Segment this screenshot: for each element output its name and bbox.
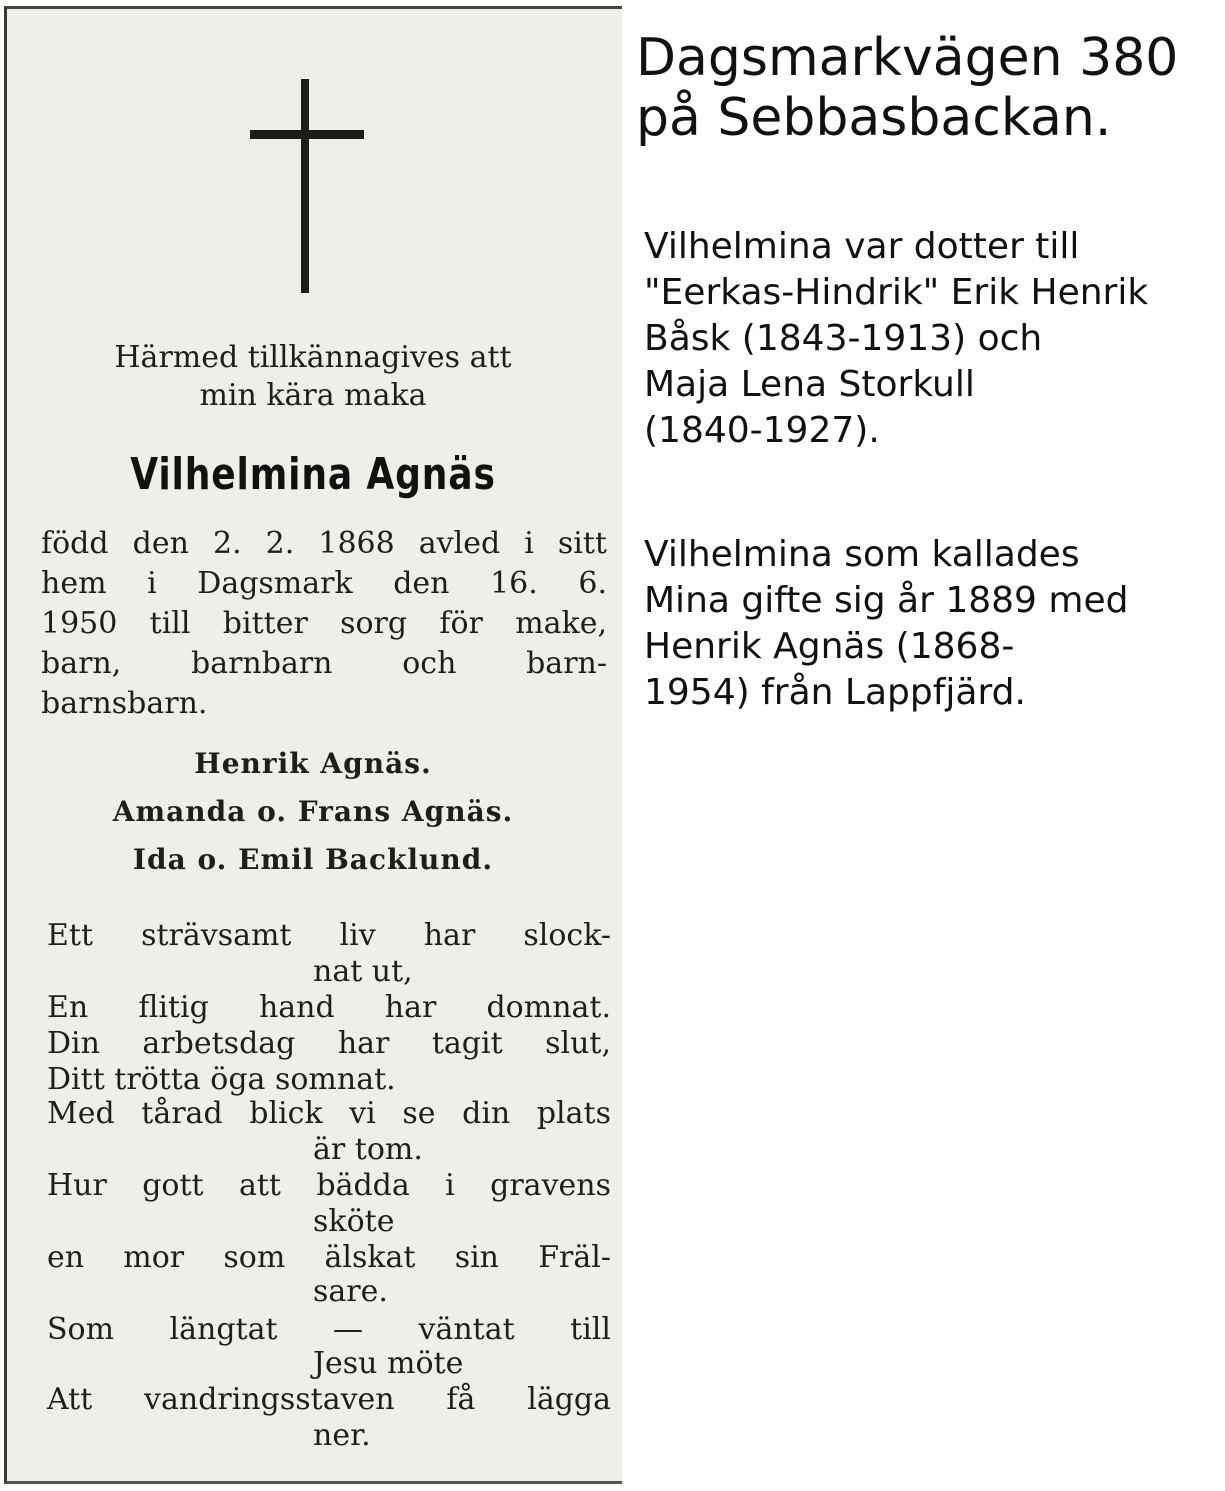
notes-line: 1954) från Lappfjärd. — [644, 672, 1026, 713]
poem-line: sare. — [313, 1274, 388, 1309]
notes-line: "Eerkas-Hindrik" Erik Henrik — [644, 272, 1149, 313]
poem-line: Med tårad blick vi se din plats — [47, 1096, 611, 1131]
notes-line: Vilhelmina som kallades — [644, 534, 1080, 575]
body-line: hem i Dagsmark den 16. 6. — [41, 566, 607, 601]
signer-line: Henrik Agnäs. — [194, 747, 432, 780]
body-line: 1950 till bitter sorg för make, — [41, 606, 607, 641]
notes-line: Henrik Agnäs (1868- — [644, 626, 1015, 667]
notes-line: Vilhelmina var dotter till — [644, 226, 1080, 267]
notes-line: Båsk (1843-1913) och — [644, 318, 1043, 359]
notes-paragraph-parents — [644, 224, 1148, 454]
poem-line: ner. — [313, 1418, 371, 1453]
intro-line: min kära maka — [199, 378, 427, 413]
signer-line: Ida o. Emil Backlund. — [132, 843, 494, 876]
notes-line: (1840-1927). — [644, 410, 880, 451]
poem-line: En flitig hand har domnat. — [47, 990, 611, 1025]
cross-icon-bar — [250, 130, 364, 139]
body-line: född den 2. 2. 1868 avled i sitt — [41, 526, 607, 561]
address-title-line: Dagsmarkvägen 380 — [636, 28, 1179, 88]
poem-line: Jesu möte — [313, 1346, 464, 1381]
intro-line: Härmed tillkännagives att — [114, 340, 512, 375]
address-title-line: på Sebbasbackan. — [636, 88, 1112, 148]
body-line: barnsbarn. — [41, 686, 208, 721]
notes-line: Mina gifte sig år 1889 med — [644, 580, 1129, 621]
deceased-name: Vilhelmina Agnäs — [130, 449, 496, 500]
notes-line: Maja Lena Storkull — [644, 364, 975, 405]
poem-line: är tom. — [313, 1132, 423, 1167]
body-line: barn, barnbarn och barn- — [41, 646, 607, 681]
poem-line: Ditt trötta öga somnat. — [47, 1062, 396, 1097]
poem-line: en mor som älskat sin Fräl- — [47, 1240, 611, 1275]
poem-line: sköte — [313, 1204, 395, 1239]
poem-line: Att vandringsstaven få lägga — [47, 1382, 611, 1417]
obituary-clipping — [4, 6, 622, 1484]
signer-line: Amanda o. Frans Agnäs. — [112, 795, 514, 828]
poem-line: Din arbetsdag har tagit slut, — [47, 1026, 611, 1061]
cross-icon — [301, 79, 309, 293]
poem-line: Som längtat — väntat till — [47, 1312, 611, 1347]
poem-line: Ett strävsamt liv har slock- — [47, 918, 611, 953]
poem-line: nat ut, — [313, 954, 413, 989]
poem-line: Hur gott att bädda i gravens — [47, 1168, 611, 1203]
notes-paragraph-marriage — [644, 532, 1128, 716]
address-title — [636, 28, 1178, 148]
